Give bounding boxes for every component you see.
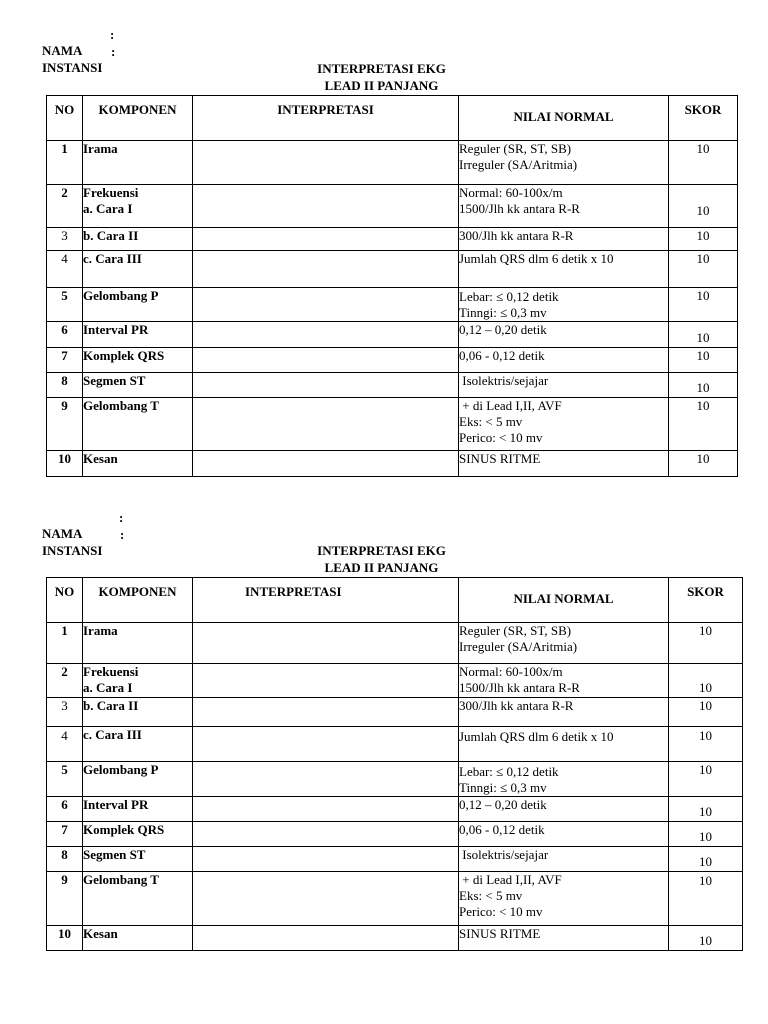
komponen-line: a. Cara I (83, 201, 133, 216)
komponen-line: Gelombang P (83, 762, 159, 777)
table-row (47, 727, 743, 762)
row-skor: 10 (669, 698, 743, 727)
row-nilai-normal (459, 373, 669, 398)
row-no: 8 (47, 847, 83, 872)
row-no: 3 (47, 698, 83, 727)
komponen-line: Segmen ST (83, 847, 146, 862)
row-nilai-normal (459, 664, 669, 698)
row-no: 10 (47, 926, 83, 951)
row-nilai-normal (459, 847, 669, 872)
col-header-nilai-normal: NILAI NORMAL (459, 96, 669, 141)
row-interpretasi-cell[interactable] (193, 762, 459, 797)
nilai-line: SINUS RITME (459, 926, 541, 941)
nilai-line: Lebar: ≤ 0,12 detik (459, 764, 559, 779)
row-interpretasi-cell[interactable] (193, 698, 459, 727)
komponen-line: Interval PR (83, 322, 149, 337)
nilai-line: Perico: < 10 mv (459, 430, 543, 445)
nilai-line: Normal: 60-100x/m (459, 185, 563, 200)
row-nilai-normal (459, 322, 669, 348)
col-header-interpretasi: INTERPRETASI (193, 578, 459, 623)
table-row (47, 872, 743, 926)
form-subtitle: LEAD II PANJANG (324, 560, 439, 575)
table-row (47, 926, 743, 951)
row-no: 5 (47, 288, 83, 322)
komponen-line: a. Cara I (83, 680, 133, 695)
komponen-line: Komplek QRS (83, 348, 165, 363)
nilai-line: Reguler (SR, ST, SB) (459, 623, 572, 638)
row-no: 1 (47, 141, 83, 185)
nilai-line: 300/Jlh kk antara R-R (459, 228, 574, 243)
nilai-line: Isolektris/sejajar (459, 373, 549, 388)
form-title: INTERPRETASI EKG (317, 61, 446, 76)
row-no: 8 (47, 373, 83, 398)
row-komponen (83, 847, 193, 872)
row-skor: 10 (669, 727, 743, 762)
komponen-line: Kesan (83, 451, 118, 466)
nilai-line: 0,12 – 0,20 detik (459, 322, 547, 337)
nilai-line: Perico: < 10 mv (459, 904, 543, 919)
row-komponen (83, 762, 193, 797)
row-interpretasi-cell[interactable] (193, 288, 459, 322)
table-row (47, 288, 738, 322)
nilai-line: Irreguler (SA/Aritmia) (459, 639, 578, 654)
ekg-table (46, 577, 743, 951)
nilai-line: Tinngi: ≤ 0,3 mv (459, 780, 547, 795)
komponen-line: Gelombang T (83, 398, 159, 413)
komponen-line: Kesan (83, 926, 118, 941)
col-header-skor: SKOR (669, 96, 738, 141)
nilai-line: 0,06 - 0,12 detik (459, 822, 545, 837)
form-subtitle: LEAD II PANJANG (324, 78, 439, 93)
col-header-no: NO (47, 96, 83, 141)
komponen-line: Frekuensi (83, 664, 139, 679)
table-row (47, 698, 743, 727)
row-interpretasi-cell[interactable] (193, 141, 459, 185)
table-row (47, 398, 738, 451)
row-no: 9 (47, 872, 83, 926)
row-komponen (83, 373, 193, 398)
nilai-line: Eks: < 5 mv (459, 888, 523, 903)
row-nilai-normal (459, 141, 669, 185)
col-header-komponen: KOMPONEN (83, 96, 193, 141)
row-komponen (83, 698, 193, 727)
row-interpretasi-cell[interactable] (193, 251, 459, 288)
col-header-komponen: KOMPONEN (83, 578, 193, 623)
nama-label: NAMA (42, 43, 83, 58)
nilai-line: Reguler (SR, ST, SB) (459, 141, 572, 156)
table-row (47, 373, 738, 398)
row-skor: 10 (669, 398, 738, 451)
komponen-line: Segmen ST (83, 373, 146, 388)
table-row (47, 348, 738, 373)
nilai-line: Isolektris/sejajar (459, 847, 549, 862)
instansi-colon: : (111, 44, 116, 59)
nilai-line: + di Lead I,II, AVF (459, 872, 562, 887)
instansi-label: INSTANSI (42, 60, 103, 75)
nama-label: NAMA (42, 526, 83, 541)
row-no: 2 (47, 664, 83, 698)
komponen-line: Komplek QRS (83, 822, 165, 837)
row-komponen (83, 185, 193, 228)
row-komponen (83, 872, 193, 926)
row-skor: 10 (669, 797, 743, 822)
nama-colon: : (110, 27, 115, 42)
row-interpretasi-cell[interactable] (193, 228, 459, 251)
row-interpretasi-cell[interactable] (193, 926, 459, 951)
col-header-interpretasi: INTERPRETASI (193, 96, 459, 141)
table-row (47, 228, 738, 251)
nilai-line: 0,12 – 0,20 detik (459, 797, 547, 812)
row-no: 4 (47, 727, 83, 762)
row-nilai-normal (459, 251, 669, 288)
row-nilai-normal (459, 698, 669, 727)
row-skor: 10 (669, 872, 743, 926)
table-header-row (47, 578, 743, 623)
komponen-line: Irama (83, 141, 118, 156)
nilai-line: Jumlah QRS dlm 6 detik x 10 (459, 729, 614, 744)
row-no: 7 (47, 822, 83, 847)
row-no: 3 (47, 228, 83, 251)
row-interpretasi-cell[interactable] (193, 727, 459, 762)
nilai-line: Lebar: ≤ 0,12 detik (459, 289, 559, 304)
row-komponen (83, 251, 193, 288)
row-nilai-normal (459, 451, 669, 477)
row-nilai-normal (459, 288, 669, 322)
table-row (47, 762, 743, 797)
komponen-line: b. Cara II (83, 698, 139, 713)
row-skor: 10 (669, 664, 743, 698)
komponen-line: c. Cara III (83, 251, 142, 266)
row-interpretasi-cell[interactable] (193, 797, 459, 822)
instansi-label: INSTANSI (42, 543, 103, 558)
row-interpretasi-cell[interactable] (193, 373, 459, 398)
row-skor: 10 (669, 288, 738, 322)
row-nilai-normal (459, 872, 669, 926)
instansi-colon: : (120, 527, 125, 542)
row-komponen (83, 451, 193, 477)
table-row (47, 623, 743, 664)
row-skor: 10 (669, 251, 738, 288)
komponen-line: Gelombang P (83, 288, 159, 303)
nilai-line: + di Lead I,II, AVF (459, 398, 562, 413)
nilai-line: Eks: < 5 mv (459, 414, 523, 429)
nilai-line: Irreguler (SA/Aritmia) (459, 157, 578, 172)
table-row (47, 251, 738, 288)
row-no: 6 (47, 797, 83, 822)
row-skor: 10 (669, 185, 738, 228)
row-nilai-normal (459, 228, 669, 251)
table-row (47, 847, 743, 872)
komponen-line: Interval PR (83, 797, 149, 812)
row-nilai-normal (459, 926, 669, 951)
row-komponen (83, 322, 193, 348)
row-skor: 10 (669, 847, 743, 872)
row-nilai-normal (459, 623, 669, 664)
row-komponen (83, 348, 193, 373)
row-no: 10 (47, 451, 83, 477)
table-row (47, 141, 738, 185)
table-row (47, 451, 738, 477)
row-interpretasi-cell[interactable] (193, 664, 459, 698)
row-interpretasi-cell[interactable] (193, 623, 459, 664)
row-komponen (83, 727, 193, 762)
table-row (47, 185, 738, 228)
col-header-no: NO (47, 578, 83, 623)
row-skor: 10 (669, 373, 738, 398)
komponen-line: Frekuensi (83, 185, 139, 200)
nilai-line: 0,06 - 0,12 detik (459, 348, 545, 363)
nilai-line: Jumlah QRS dlm 6 detik x 10 (459, 251, 614, 266)
row-skor: 10 (669, 822, 743, 847)
row-interpretasi-cell[interactable] (193, 822, 459, 847)
row-skor: 10 (669, 451, 738, 477)
col-header-nilai-normal: NILAI NORMAL (459, 578, 669, 623)
komponen-line: Irama (83, 623, 118, 638)
table-row (47, 664, 743, 698)
row-nilai-normal (459, 822, 669, 847)
row-skor: 10 (669, 348, 738, 373)
row-skor: 10 (669, 926, 743, 951)
row-nilai-normal (459, 348, 669, 373)
row-interpretasi-cell[interactable] (193, 322, 459, 348)
row-nilai-normal (459, 185, 669, 228)
row-komponen (83, 623, 193, 664)
table-row (47, 822, 743, 847)
row-interpretasi-cell[interactable] (193, 451, 459, 477)
row-skor: 10 (669, 762, 743, 797)
row-interpretasi-cell[interactable] (193, 872, 459, 926)
row-interpretasi-cell[interactable] (193, 348, 459, 373)
row-komponen (83, 228, 193, 251)
row-nilai-normal (459, 727, 669, 762)
nilai-line: 1500/Jlh kk antara R-R (459, 201, 580, 216)
row-komponen (83, 141, 193, 185)
row-interpretasi-cell[interactable] (193, 398, 459, 451)
nilai-line: Normal: 60-100x/m (459, 664, 563, 679)
row-komponen (83, 797, 193, 822)
table-row (47, 797, 743, 822)
table-header-row (47, 96, 738, 141)
row-skor: 10 (669, 141, 738, 185)
row-no: 2 (47, 185, 83, 228)
row-skor: 10 (669, 228, 738, 251)
nilai-line: Tinngi: ≤ 0,3 mv (459, 305, 547, 320)
row-no: 9 (47, 398, 83, 451)
row-interpretasi-cell[interactable] (193, 185, 459, 228)
row-komponen (83, 926, 193, 951)
komponen-line: b. Cara II (83, 228, 139, 243)
form-title: INTERPRETASI EKG (317, 543, 446, 558)
row-komponen (83, 288, 193, 322)
row-skor: 10 (669, 623, 743, 664)
row-nilai-normal (459, 762, 669, 797)
nama-colon: : (119, 510, 124, 525)
komponen-line: c. Cara III (83, 727, 142, 742)
table-row (47, 322, 738, 348)
row-komponen (83, 822, 193, 847)
row-nilai-normal (459, 797, 669, 822)
row-nilai-normal (459, 398, 669, 451)
row-komponen (83, 664, 193, 698)
ekg-table (46, 95, 738, 477)
row-no: 6 (47, 322, 83, 348)
row-komponen (83, 398, 193, 451)
nilai-line: 300/Jlh kk antara R-R (459, 698, 574, 713)
row-skor: 10 (669, 322, 738, 348)
row-no: 5 (47, 762, 83, 797)
col-header-skor: SKOR (669, 578, 743, 623)
row-no: 4 (47, 251, 83, 288)
row-no: 7 (47, 348, 83, 373)
komponen-line: Gelombang T (83, 872, 159, 887)
row-no: 1 (47, 623, 83, 664)
row-interpretasi-cell[interactable] (193, 847, 459, 872)
nilai-line: 1500/Jlh kk antara R-R (459, 680, 580, 695)
nilai-line: SINUS RITME (459, 451, 541, 466)
